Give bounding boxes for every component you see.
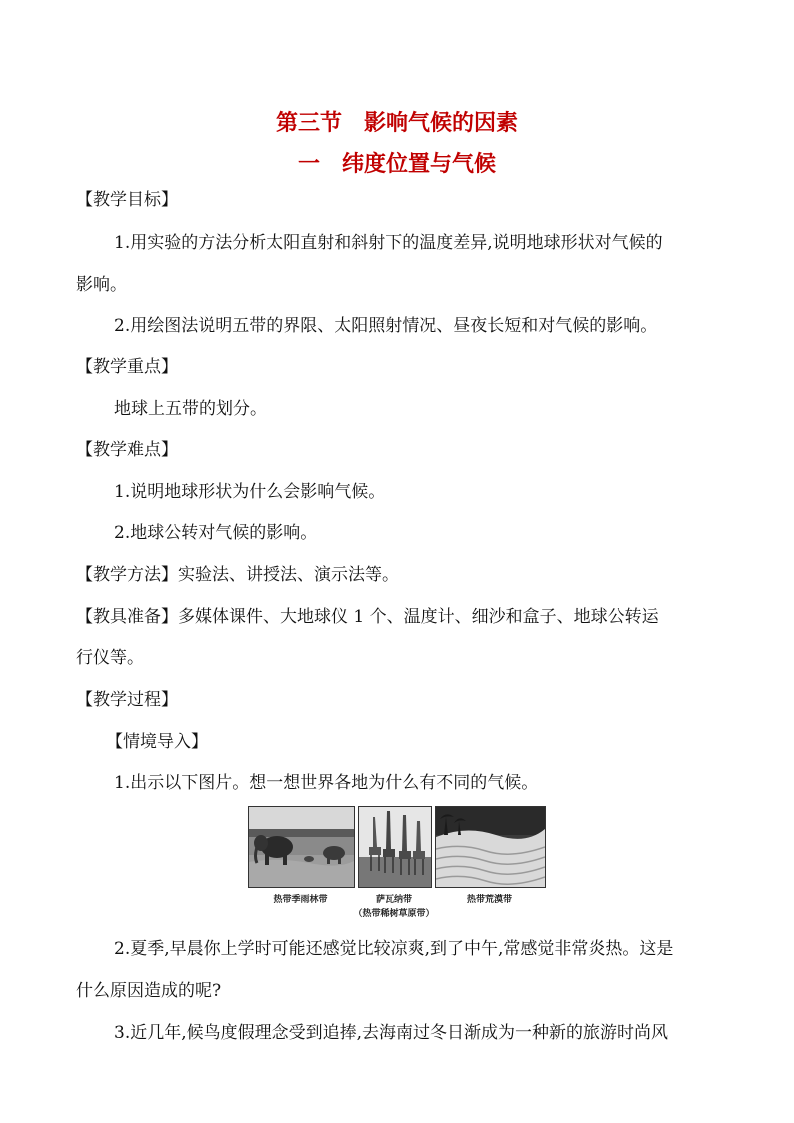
goal-1-line-2: 影响。 bbox=[76, 275, 127, 295]
caption-savanna: 萨瓦纳带 bbox=[375, 895, 412, 905]
difficulties-heading: 【教学难点】 bbox=[76, 440, 178, 460]
giraffes-photo bbox=[358, 806, 432, 888]
methods-heading: 【教学方法】 bbox=[76, 565, 178, 585]
tools-text: 多媒体课件、大地球仪 1 个、温度计、细沙和盒子、地球公转运 bbox=[178, 607, 659, 627]
caption-monsoon-forest: 热带季雨林带 bbox=[273, 895, 328, 905]
section-title: 第三节 影响气候的因素 bbox=[275, 111, 518, 136]
question-3-line-1: 3.近几年,候鸟度假理念受到追捧,去海南过冬日渐成为一种新的旅游时尚风 bbox=[114, 1023, 669, 1043]
intro-heading: 【情境导入】 bbox=[106, 732, 208, 752]
key-points-heading: 【教学重点】 bbox=[76, 357, 178, 377]
goal-1-line-1: 1.用实验的方法分析太阳直射和斜射下的温度差异,说明地球形状对气候的 bbox=[114, 233, 663, 253]
subsection-title: 一 纬度位置与气候 bbox=[297, 152, 496, 177]
methods-line bbox=[76, 564, 399, 586]
goals-heading: 【教学目标】 bbox=[76, 190, 178, 210]
elephants-photo bbox=[248, 806, 355, 888]
tools-line-1 bbox=[76, 606, 659, 628]
desert-photo bbox=[435, 806, 546, 888]
goal-2: 2.用绘图法说明五带的界限、太阳照射情况、昼夜长短和对气候的影响。 bbox=[114, 316, 658, 336]
intro-item-1: 1.出示以下图片。想一想世界各地为什么有不同的气候。 bbox=[114, 773, 539, 793]
caption-savanna-alt: （热带稀树草原带） bbox=[353, 909, 435, 919]
question-2-line-1: 2.夏季,早晨你上学时可能还感觉比较凉爽,到了中午,常感觉非常炎热。这是 bbox=[114, 939, 674, 959]
methods-text: 实验法、讲授法、演示法等。 bbox=[178, 565, 399, 585]
process-heading: 【教学过程】 bbox=[76, 690, 178, 710]
difficulty-2: 2.地球公转对气候的影响。 bbox=[114, 523, 318, 543]
caption-desert: 热带荒漠带 bbox=[466, 895, 512, 905]
climate-photos-figure bbox=[248, 806, 546, 919]
difficulty-1: 1.说明地球形状为什么会影响气候。 bbox=[114, 482, 386, 502]
tools-line-2: 行仪等。 bbox=[76, 648, 144, 668]
tools-heading: 【教具准备】 bbox=[76, 607, 178, 627]
question-2-line-2: 什么原因造成的呢? bbox=[76, 981, 222, 1001]
key-point-1: 地球上五带的划分。 bbox=[114, 399, 267, 419]
